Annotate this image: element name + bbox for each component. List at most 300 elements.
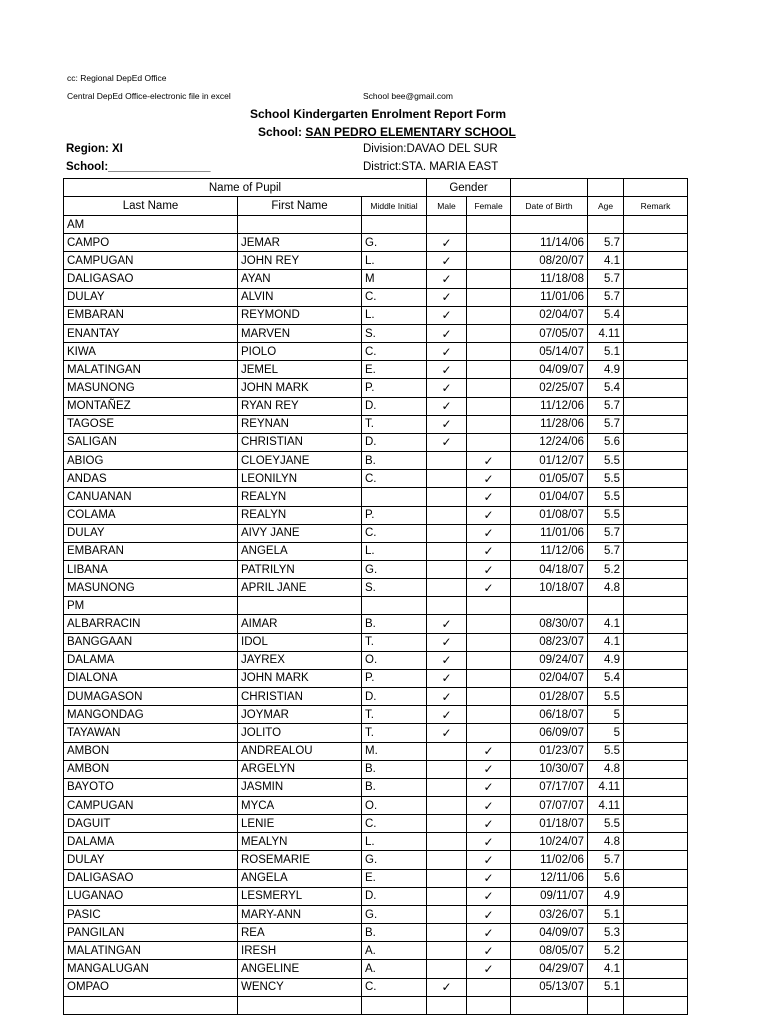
female-check-cell	[467, 234, 511, 252]
last-name-cell: PANGILAN	[64, 924, 238, 942]
school-heading	[258, 125, 516, 139]
age-cell: 4.8	[588, 579, 624, 597]
male-check-cell	[427, 579, 467, 597]
female-check-cell	[467, 978, 511, 996]
table-row	[64, 579, 688, 597]
table-row	[64, 815, 688, 833]
male-check-cell: ✓	[427, 379, 467, 397]
table-row	[64, 688, 688, 706]
middle-initial-cell: P.	[362, 379, 427, 397]
first-name-cell: ALVIN	[238, 288, 362, 306]
remark-cell	[624, 270, 688, 288]
first-name-cell: JASMIN	[238, 778, 362, 796]
first-name-cell: MYCA	[238, 797, 362, 815]
middle-initial-cell: L.	[362, 306, 427, 324]
date-of-birth-cell: 02/25/07	[511, 379, 588, 397]
last-name-cell: ALBARRACIN	[64, 615, 238, 633]
date-of-birth-cell: 04/29/07	[511, 960, 588, 978]
last-name-cell: MASUNONG	[64, 579, 238, 597]
female-check-cell	[467, 615, 511, 633]
last-name-cell: ENANTAY	[64, 324, 238, 342]
age-cell: 5.5	[588, 506, 624, 524]
age-cell: 5.7	[588, 270, 624, 288]
last-name-cell: MANGONDAG	[64, 706, 238, 724]
female-check-cell: ✓	[467, 452, 511, 470]
age-cell: 4.11	[588, 797, 624, 815]
table-row	[64, 651, 688, 669]
age-cell: 5.5	[588, 688, 624, 706]
table-row	[64, 978, 688, 996]
middle-initial-cell: C.	[362, 288, 427, 306]
remark-cell	[624, 797, 688, 815]
last-name-cell: BANGGAAN	[64, 633, 238, 651]
remark-cell	[624, 633, 688, 651]
first-name-cell: LENIE	[238, 815, 362, 833]
remark-cell	[624, 324, 688, 342]
first-name-cell: JOHN MARK	[238, 669, 362, 687]
age-cell: 5.5	[588, 815, 624, 833]
remark-cell	[624, 706, 688, 724]
age-cell: 5.4	[588, 669, 624, 687]
empty-cell	[624, 216, 688, 234]
male-check-cell: ✓	[427, 433, 467, 451]
first-name-cell: IDOL	[238, 633, 362, 651]
last-name-cell: DALAMA	[64, 651, 238, 669]
female-check-cell: ✓	[467, 851, 511, 869]
middle-initial-cell	[362, 488, 427, 506]
remark-cell	[624, 397, 688, 415]
date-of-birth-cell: 06/18/07	[511, 706, 588, 724]
female-check-cell: ✓	[467, 470, 511, 488]
last-name-cell: BAYOTO	[64, 778, 238, 796]
last-name-cell: DALAMA	[64, 833, 238, 851]
male-check-cell: ✓	[427, 252, 467, 270]
first-name-cell: AIMAR	[238, 615, 362, 633]
last-name-cell: TAYAWAN	[64, 724, 238, 742]
female-check-cell: ✓	[467, 524, 511, 542]
male-check-cell	[427, 942, 467, 960]
last-name-cell: EMBARAN	[64, 306, 238, 324]
last-name-cell: CAMPO	[64, 234, 238, 252]
age-cell: 5.1	[588, 343, 624, 361]
empty-cell	[238, 597, 362, 615]
age-cell: 5.5	[588, 488, 624, 506]
male-check-cell: ✓	[427, 651, 467, 669]
date-of-birth-cell: 07/07/07	[511, 797, 588, 815]
date-of-birth-cell: 04/09/07	[511, 924, 588, 942]
first-name-cell: JOHN REY	[238, 252, 362, 270]
first-name-cell: JAYREX	[238, 651, 362, 669]
female-check-cell: ✓	[467, 887, 511, 905]
age-cell: 5.1	[588, 905, 624, 923]
empty-cell	[511, 996, 588, 1014]
first-name-cell: REALYN	[238, 488, 362, 506]
female-check-cell: ✓	[467, 960, 511, 978]
first-name-cell: CLOEYJANE	[238, 452, 362, 470]
male-check-cell	[427, 905, 467, 923]
age-cell: 5.2	[588, 942, 624, 960]
table-row	[64, 669, 688, 687]
age-cell: 5.7	[588, 397, 624, 415]
remark-cell	[624, 361, 688, 379]
last-name-cell: DIALONA	[64, 669, 238, 687]
date-of-birth-cell: 11/18/08	[511, 270, 588, 288]
age-cell: 5	[588, 724, 624, 742]
date-of-birth-cell: 12/11/06	[511, 869, 588, 887]
empty-cell	[588, 216, 624, 234]
male-check-cell	[427, 960, 467, 978]
age-cell: 4.8	[588, 833, 624, 851]
table-row	[64, 706, 688, 724]
remark-cell	[624, 288, 688, 306]
remark-cell	[624, 887, 688, 905]
male-check-cell	[427, 524, 467, 542]
age-cell: 5.4	[588, 379, 624, 397]
empty-cell	[427, 216, 467, 234]
empty-cell	[64, 996, 238, 1014]
first-name-cell: AYAN	[238, 270, 362, 288]
first-name-cell: JEMAR	[238, 234, 362, 252]
table-row	[64, 433, 688, 451]
male-check-cell: ✓	[427, 615, 467, 633]
male-check-cell	[427, 488, 467, 506]
age-cell: 5.6	[588, 433, 624, 451]
middle-initial-cell: T.	[362, 633, 427, 651]
age-cell: 5.7	[588, 851, 624, 869]
table-row	[64, 760, 688, 778]
name-of-pupil-header: Name of Pupil	[64, 179, 427, 197]
first-name-cell: MARY-ANN	[238, 905, 362, 923]
remark-cell	[624, 579, 688, 597]
empty-cell	[238, 996, 362, 1014]
last-name-cell: MANGALUGAN	[64, 960, 238, 978]
last-name-cell: EMBARAN	[64, 542, 238, 560]
first-name-cell: PIOLO	[238, 343, 362, 361]
female-check-cell	[467, 633, 511, 651]
female-check-cell: ✓	[467, 924, 511, 942]
remark-cell	[624, 488, 688, 506]
female-check-cell	[467, 324, 511, 342]
male-check-cell	[427, 542, 467, 560]
last-name-cell: DUMAGASON	[64, 688, 238, 706]
date-of-birth-cell: 12/24/06	[511, 433, 588, 451]
female-check-cell: ✓	[467, 742, 511, 760]
female-check-cell: ✓	[467, 797, 511, 815]
form-title: School Kindergarten Enrolment Report Form	[250, 107, 507, 121]
table-row	[64, 633, 688, 651]
section-row	[64, 597, 688, 615]
school-name: SAN PEDRO ELEMENTARY SCHOOL	[305, 125, 516, 139]
last-name-cell: DALIGASAO	[64, 270, 238, 288]
date-of-birth-cell: 11/28/06	[511, 415, 588, 433]
region: Region: XI	[66, 143, 123, 155]
female-check-cell: ✓	[467, 560, 511, 578]
female-check-cell	[467, 270, 511, 288]
first-name-header: First Name	[238, 197, 362, 216]
male-check-cell	[427, 815, 467, 833]
female-check-cell	[467, 669, 511, 687]
table-row	[64, 415, 688, 433]
last-name-cell: MALATINGAN	[64, 361, 238, 379]
empty-cell	[588, 996, 624, 1014]
first-name-cell: ANDREALOU	[238, 742, 362, 760]
remark-cell	[624, 815, 688, 833]
last-name-cell: ABIOG	[64, 452, 238, 470]
table-row	[64, 778, 688, 796]
date-of-birth-cell: 08/23/07	[511, 633, 588, 651]
middle-initial-cell: D.	[362, 887, 427, 905]
age-cell: 4.9	[588, 361, 624, 379]
first-name-cell: ARGELYN	[238, 760, 362, 778]
male-header: Male	[427, 197, 467, 216]
last-name-cell: DAGUIT	[64, 815, 238, 833]
last-name-cell: KIWA	[64, 343, 238, 361]
table-row	[64, 560, 688, 578]
table-row	[64, 797, 688, 815]
empty-cell	[362, 216, 427, 234]
date-of-birth-cell: 02/04/07	[511, 306, 588, 324]
male-check-cell	[427, 851, 467, 869]
female-check-cell	[467, 415, 511, 433]
first-name-cell: MEALYN	[238, 833, 362, 851]
middle-initial-cell: D.	[362, 688, 427, 706]
first-name-cell: APRIL JANE	[238, 579, 362, 597]
middle-initial-cell: T.	[362, 724, 427, 742]
date-of-birth-cell: 08/20/07	[511, 252, 588, 270]
enrolment-table	[63, 178, 688, 1015]
middle-initial-cell: C.	[362, 470, 427, 488]
date-of-birth-cell: 11/02/06	[511, 851, 588, 869]
table-row	[64, 379, 688, 397]
last-name-cell: DULAY	[64, 851, 238, 869]
female-check-cell	[467, 343, 511, 361]
date-of-birth-cell: 11/12/06	[511, 542, 588, 560]
date-of-birth-cell: 11/14/06	[511, 234, 588, 252]
middle-initial-cell: S.	[362, 324, 427, 342]
last-name-cell: TAGOSE	[64, 415, 238, 433]
age-header: Age	[588, 197, 624, 216]
remark-cell	[624, 306, 688, 324]
table-row	[64, 724, 688, 742]
first-name-cell: ROSEMARIE	[238, 851, 362, 869]
male-check-cell: ✓	[427, 234, 467, 252]
male-check-cell: ✓	[427, 306, 467, 324]
first-name-cell: REYNAN	[238, 415, 362, 433]
first-name-cell: JOHN MARK	[238, 379, 362, 397]
remark-cell	[624, 833, 688, 851]
remark-cell	[624, 905, 688, 923]
section-label: AM	[64, 216, 238, 234]
remark-cell	[624, 742, 688, 760]
first-name-cell: JOLITO	[238, 724, 362, 742]
middle-initial-header: Middle Initial	[362, 197, 427, 216]
middle-initial-cell: T.	[362, 706, 427, 724]
male-check-cell	[427, 742, 467, 760]
male-check-cell: ✓	[427, 397, 467, 415]
male-check-cell: ✓	[427, 415, 467, 433]
male-check-cell	[427, 924, 467, 942]
middle-initial-cell: B.	[362, 778, 427, 796]
male-check-cell: ✓	[427, 288, 467, 306]
table-row	[64, 833, 688, 851]
age-header-top	[588, 179, 624, 197]
last-name-cell: LUGANAO	[64, 887, 238, 905]
date-of-birth-cell: 01/05/07	[511, 470, 588, 488]
last-name-cell: PASIC	[64, 905, 238, 923]
male-check-cell	[427, 887, 467, 905]
female-header: Female	[467, 197, 511, 216]
age-cell: 5.7	[588, 542, 624, 560]
remark-cell	[624, 924, 688, 942]
age-cell: 4.1	[588, 252, 624, 270]
table-row	[64, 742, 688, 760]
last-name-cell: OMPAO	[64, 978, 238, 996]
empty-cell	[427, 996, 467, 1014]
middle-initial-cell: B.	[362, 760, 427, 778]
table-row	[64, 869, 688, 887]
central-office-line: Central DepEd Office-electronic file in excel	[67, 91, 231, 101]
remark-cell	[624, 452, 688, 470]
female-check-cell	[467, 397, 511, 415]
age-cell: 5.5	[588, 452, 624, 470]
date-of-birth-cell: 07/17/07	[511, 778, 588, 796]
middle-initial-cell: C.	[362, 815, 427, 833]
remark-cell	[624, 470, 688, 488]
male-check-cell	[427, 797, 467, 815]
school-email: School bee@gmail.com	[363, 91, 453, 101]
date-of-birth-cell: 05/14/07	[511, 343, 588, 361]
female-check-cell: ✓	[467, 506, 511, 524]
date-of-birth-cell: 04/18/07	[511, 560, 588, 578]
table-row	[64, 960, 688, 978]
date-of-birth-cell: 01/28/07	[511, 688, 588, 706]
male-check-cell	[427, 506, 467, 524]
male-check-cell	[427, 869, 467, 887]
table-row	[64, 615, 688, 633]
remark-cell	[624, 506, 688, 524]
age-cell: 4.1	[588, 633, 624, 651]
middle-initial-cell: L.	[362, 542, 427, 560]
dob-header-top	[511, 179, 588, 197]
male-check-cell: ✓	[427, 361, 467, 379]
middle-initial-cell: C.	[362, 343, 427, 361]
date-of-birth-cell: 10/18/07	[511, 579, 588, 597]
date-of-birth-cell: 08/30/07	[511, 615, 588, 633]
age-cell: 5.5	[588, 470, 624, 488]
middle-initial-cell: L.	[362, 833, 427, 851]
female-check-cell	[467, 306, 511, 324]
age-cell: 4.9	[588, 651, 624, 669]
empty-cell	[362, 597, 427, 615]
first-name-cell: REALYN	[238, 506, 362, 524]
female-check-cell: ✓	[467, 542, 511, 560]
last-name-cell: CAMPUGAN	[64, 252, 238, 270]
remark-cell	[624, 615, 688, 633]
last-name-cell: MALATINGAN	[64, 942, 238, 960]
empty-cell	[467, 597, 511, 615]
table-row	[64, 270, 688, 288]
section-row	[64, 216, 688, 234]
date-of-birth-cell: 10/30/07	[511, 760, 588, 778]
age-cell: 4.9	[588, 887, 624, 905]
age-cell: 5	[588, 706, 624, 724]
age-cell: 5.3	[588, 924, 624, 942]
middle-initial-cell: D.	[362, 397, 427, 415]
age-cell: 4.8	[588, 760, 624, 778]
empty-cell	[511, 216, 588, 234]
middle-initial-cell: C.	[362, 524, 427, 542]
table-row	[64, 488, 688, 506]
female-check-cell: ✓	[467, 760, 511, 778]
table-row	[64, 924, 688, 942]
remark-header-top	[624, 179, 688, 197]
gender-header: Gender	[427, 179, 511, 197]
date-of-birth-cell: 09/11/07	[511, 887, 588, 905]
middle-initial-cell: O.	[362, 651, 427, 669]
date-of-birth-cell: 11/01/06	[511, 524, 588, 542]
male-check-cell	[427, 470, 467, 488]
remark-cell	[624, 234, 688, 252]
table-row	[64, 506, 688, 524]
middle-initial-cell: C.	[362, 978, 427, 996]
table-row	[64, 234, 688, 252]
last-name-header: Last Name	[64, 197, 238, 216]
remark-cell	[624, 252, 688, 270]
age-cell: 4.1	[588, 615, 624, 633]
middle-initial-cell: T.	[362, 415, 427, 433]
first-name-cell: RYAN REY	[238, 397, 362, 415]
last-name-cell: ANDAS	[64, 470, 238, 488]
table-row	[64, 524, 688, 542]
table-row	[64, 851, 688, 869]
remark-header: Remark	[624, 197, 688, 216]
date-of-birth-cell: 01/12/07	[511, 452, 588, 470]
first-name-cell: CHRISTIAN	[238, 688, 362, 706]
age-cell: 5.7	[588, 234, 624, 252]
empty-cell	[362, 996, 427, 1014]
table-row	[64, 361, 688, 379]
date-of-birth-cell: 09/24/07	[511, 651, 588, 669]
first-name-cell: CHRISTIAN	[238, 433, 362, 451]
remark-cell	[624, 379, 688, 397]
female-check-cell: ✓	[467, 488, 511, 506]
table-row	[64, 942, 688, 960]
middle-initial-cell: M	[362, 270, 427, 288]
middle-initial-cell: O.	[362, 797, 427, 815]
middle-initial-cell: A.	[362, 960, 427, 978]
remark-cell	[624, 760, 688, 778]
age-cell: 4.1	[588, 960, 624, 978]
remark-cell	[624, 343, 688, 361]
female-check-cell	[467, 361, 511, 379]
school-label: School:	[258, 125, 306, 139]
female-check-cell: ✓	[467, 942, 511, 960]
female-check-cell	[467, 379, 511, 397]
empty-cell	[624, 597, 688, 615]
table-row	[64, 470, 688, 488]
age-cell: 5.7	[588, 288, 624, 306]
empty-cell	[624, 996, 688, 1014]
female-check-cell: ✓	[467, 905, 511, 923]
male-check-cell: ✓	[427, 324, 467, 342]
female-check-cell	[467, 433, 511, 451]
school-blank: School:________________	[66, 161, 211, 173]
table-row	[64, 887, 688, 905]
first-name-cell: IRESH	[238, 942, 362, 960]
age-cell: 5.5	[588, 742, 624, 760]
date-of-birth-cell: 01/23/07	[511, 742, 588, 760]
first-name-cell: AIVY JANE	[238, 524, 362, 542]
